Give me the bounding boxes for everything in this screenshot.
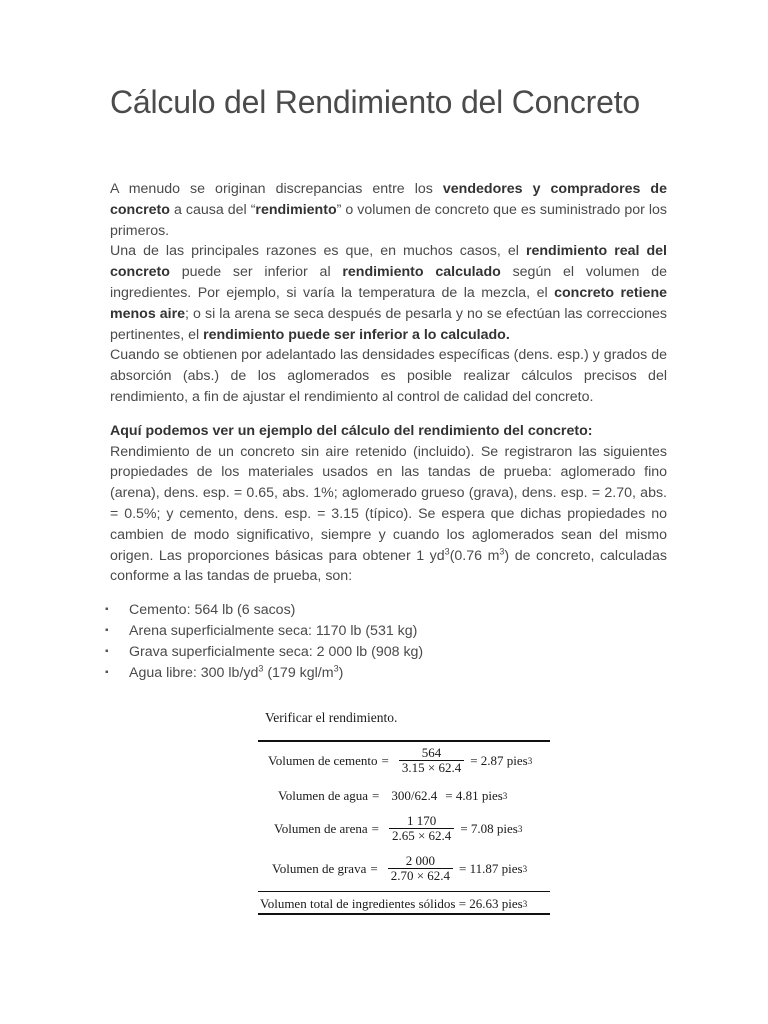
cement-volume-row: Volumen de cemento = $\frac{564}{3.15 \times 62.4}$ = 2.87 pies 3 xyxy=(268,745,533,775)
total-volume-row: Volumen total de ingredientes sólidos = 26.63 pies 3 xyxy=(260,896,528,911)
water-volume-row: Volumen de agua = 300/62.4 = 4.81 pies 3 xyxy=(278,788,508,803)
list-item: ▪ Arena superficialmente seca: 1170 lb (531 kg) xyxy=(110,621,667,642)
example-heading: Aquí podemos ver un ejemplo del cálculo del rendimiento del concreto: xyxy=(110,422,593,439)
sand-volume-row: Volumen de arena = $\frac{1 170}{2.65 \times 62.4}$ = 7.08 pies 3 xyxy=(274,813,523,843)
list-item: ▪ Agua libre: 300 $lb/yd^3$ (179 kgl/$m^3$) xyxy=(110,663,667,684)
yield-calculation-figure xyxy=(258,708,550,920)
page-title: Cálculo del Rendimiento del Concreto xyxy=(110,84,640,120)
divider xyxy=(258,740,550,742)
example-paragraph: Rendimiento de un concreto sin aire retenido (incluido). Se registraron las siguientes propiedades de los materiales usados en las tandas de prueba: aglomerado fino (arena), dens. esp. = 0.65, abs. 1%; aglomerado grueso (grava), dens. esp. = 2.70, abs. = 0.5%; y cemento, dens. esp. = 3.15 (típico). Se espera que dichas propiedades no cambien de modo significativo, siempre y cuando los aglomerados sean del mismo origen. Las proporciones básicas para obtener 1 $yd^3(0.76$ $m^3$) de concreto, calculadas conforme a las tandas de prueba, son: xyxy=(110,443,667,585)
bullet-icon: ▪ xyxy=(105,624,109,636)
reasons-paragraph: Una de las principales razones es que, en muchos casos, el rendimiento real del concreto puede ser inferior al rendimiento calculado según el volumen de ingredientes. Por ejemplo, si varía la temperatura de la mezcla, el concreto retiene menos aire; o si la arena se seca después de pesarla y no se efectúan las correcciones pertinentes, el rendimiento puede ser inferior a lo calculado. xyxy=(110,243,668,343)
intro-paragraph: A menudo se originan discrepancias entre los vendedores y compradores de concreto a causa del “rendimiento” o volumen de concreto que es suministrado por los primeros. xyxy=(110,181,667,239)
ingredients-list xyxy=(105,600,667,683)
article-body xyxy=(105,179,668,683)
calc-title: Verificar el rendimiento. xyxy=(265,710,398,725)
density-paragraph: Cuando se obtienen por adelantado las densidades específicas (dens. esp.) y grados de absorción (abs.) de los aglomerados es posible realizar cálculos precisos del rendimiento, a fin de ajustar el rendimiento al control de calidad del concreto. xyxy=(110,347,667,405)
list-item: ▪ Grava superficialmente seca: 2 000 lb (908 kg) xyxy=(110,642,667,663)
bullet-icon: ▪ xyxy=(105,604,109,616)
divider xyxy=(258,891,550,892)
list-item: ▪ Cemento: 564 lb (6 sacos) xyxy=(110,600,667,621)
gravel-volume-row: Volumen de grava = $\frac{2 000}{2.70 \times 62.4}$ = 11.87 pies 3 xyxy=(272,853,528,883)
divider xyxy=(258,913,550,915)
bullet-icon: ▪ xyxy=(105,666,109,678)
bullet-icon: ▪ xyxy=(105,645,109,657)
